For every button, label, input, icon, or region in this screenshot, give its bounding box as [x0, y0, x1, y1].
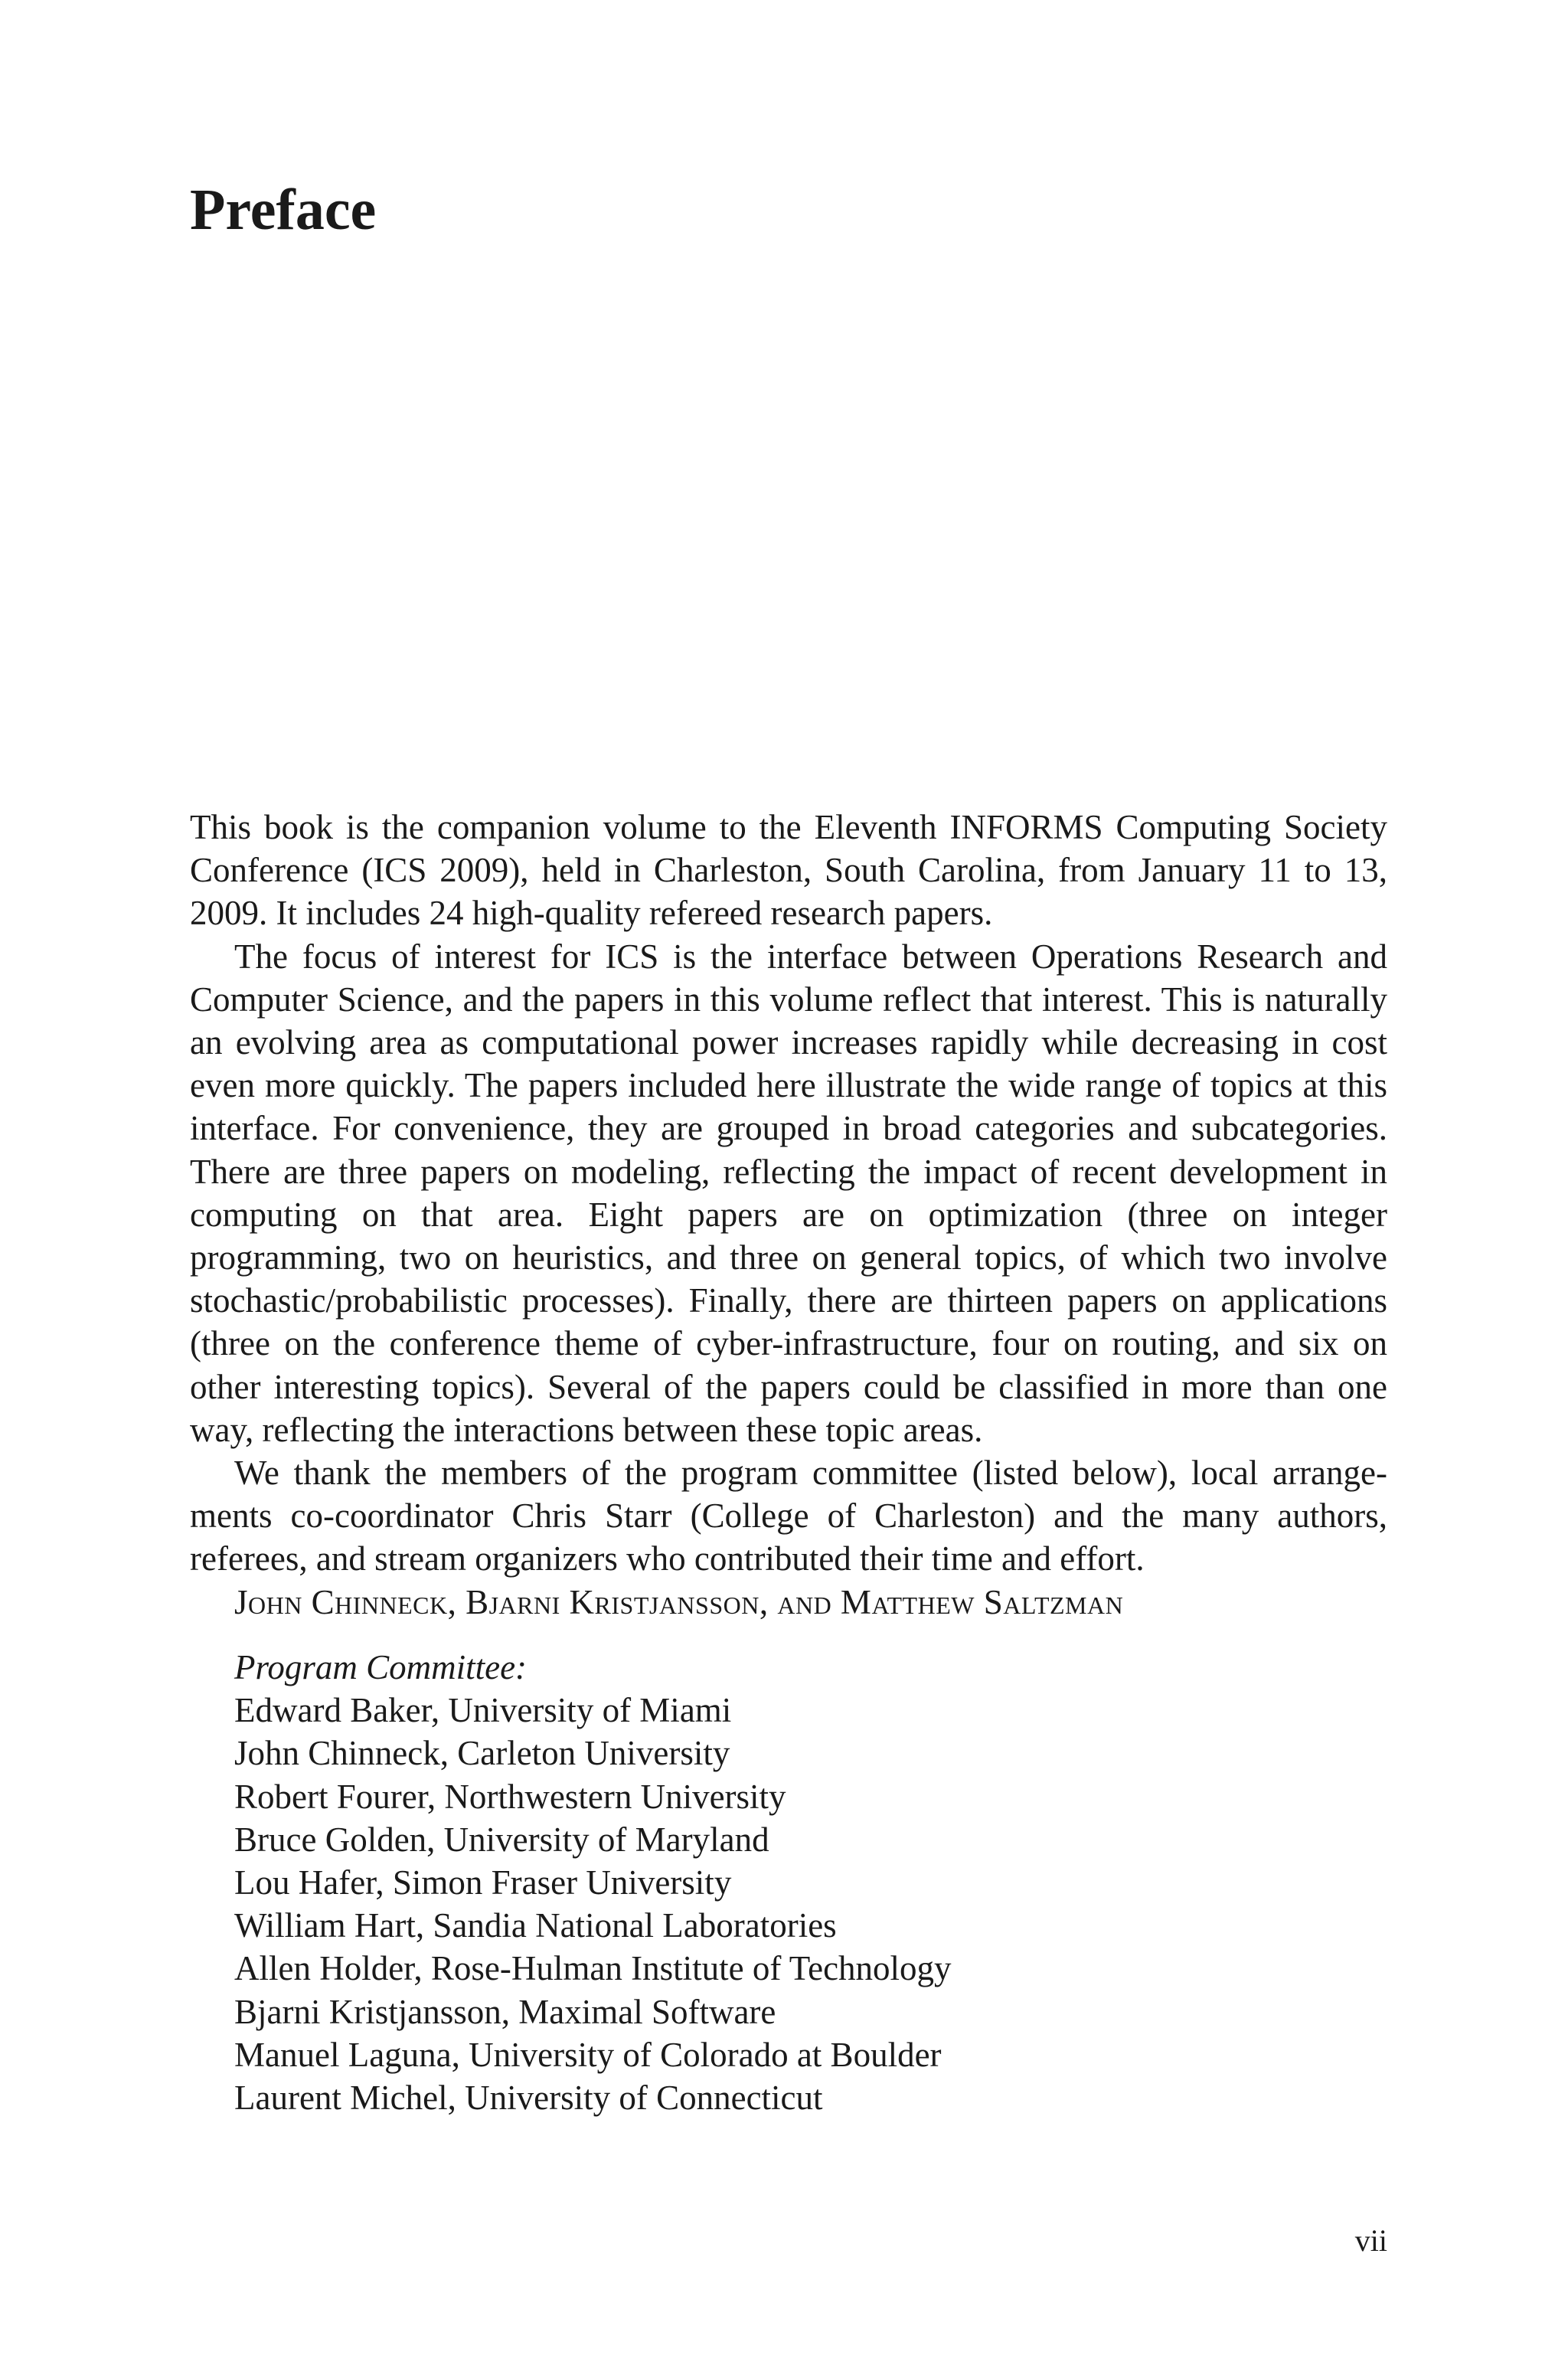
committee-member: Robert Fourer, Northwestern University — [234, 1777, 786, 1816]
committee-member: Allen Holder, Rose-Hulman Institute of Technology — [234, 1949, 952, 1988]
committee-member: Edward Baker, University of Miami — [234, 1691, 732, 1730]
committee-member: Laurent Michel, University of Connecticut — [234, 2079, 823, 2118]
committee-member: Bjarni Kristjansson, Maximal Software — [234, 1992, 776, 2031]
preface-body — [190, 806, 1387, 1624]
committee-member: William Hart, Sandia National Laboratories — [234, 1906, 837, 1945]
page-number: vii — [1354, 2223, 1387, 2258]
paragraph-thanks: We thank the members of the program committee (listed below), local arrangements co-coordinator Chris Starr (College of Charleston) and the many authors, referees, and stream organizers who contributed their time and effort. — [190, 1454, 1387, 1578]
committee-list — [234, 1689, 1306, 2119]
editors-signature: John Chinneck, Bjarni Kristjansson, and Matthew Saltzman — [234, 1582, 1124, 1621]
program-committee — [234, 1646, 1306, 2119]
page-title: Preface — [190, 178, 377, 242]
committee-heading: Program Committee: — [234, 1648, 528, 1686]
committee-member: Bruce Golden, University of Maryland — [234, 1820, 769, 1859]
paragraph-focus: The focus of interest for ICS is the interface between Operations Research and Computer Science, and the papers in this volume reflect that interest. This is naturally an evolving area as computational power increases rapidly while decreasing in cost even more quickly. The papers included here illustrate the wide range of topics at this interface. For convenience, they are grouped in broad categories and subcategories. There are three papers on modeling, reflecting the impact of recent development in computing on that area. Eight papers are on optimization (three on integer programming, two on heuristics, and three on general topics, of which two involve stochastic/probabilistic processes). Finally, there are thirteen papers on applications (three on the conference theme of cyber-infrastructure, four on routing, and six on other interesting topics). Several of the papers could be classified in more than one way, reflecting the interactions between these topic areas. — [190, 937, 1387, 1449]
committee-member: Lou Hafer, Simon Fraser University — [234, 1863, 732, 1902]
committee-member: John Chinneck, Carleton University — [234, 1734, 730, 1773]
committee-member: Manuel Laguna, University of Colorado at Boulder — [234, 2035, 942, 2074]
paragraph-intro: This book is the companion volume to the Eleventh INFORMS Computing Society Conference (ICS 2009), held in Charleston, South Carolina, from January 11 to 13, 2009. It includes 24 high-quality refereed research papers. — [190, 808, 1387, 933]
